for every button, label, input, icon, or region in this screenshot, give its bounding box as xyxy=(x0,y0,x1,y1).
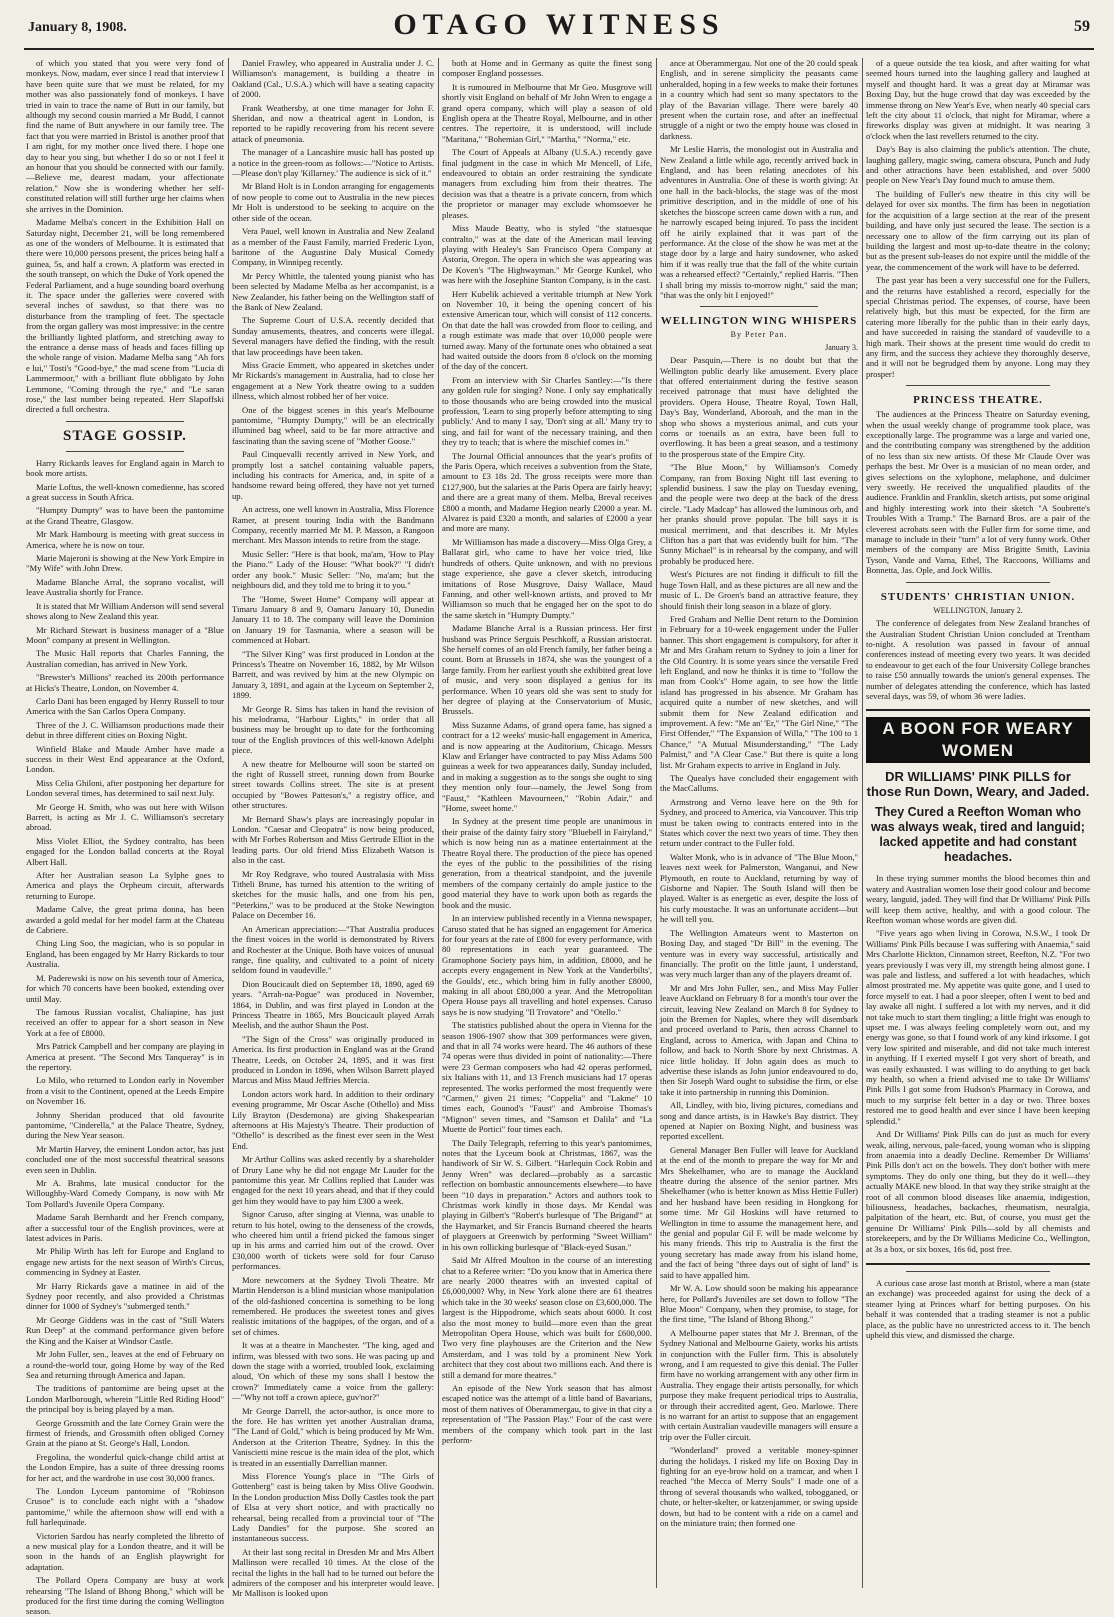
ad-lead: They Cured a Reefton Woman who was always weak, tired and languid; lacked appetite and had constant headaches. xyxy=(871,805,1085,865)
dateline: WELLINGTON, January 2. xyxy=(933,605,1023,615)
divider xyxy=(700,306,818,307)
gossip-item: Three of the J. C. Williamson productions made their debut in three different cities on Boxing Night. xyxy=(26,719,224,741)
gossip-item: Lo Milo, who returned to London early in November from a visit to the Continent, opened at the Leeds Empire on November 16. xyxy=(26,1075,224,1107)
gossip-item: Vera Pauel, well known in Australia and New Zealand as a member of the Faust Family, married Frederic Lyon, baritone of the Augustine Daly Musical Comedy Company, in Winnipeg recently. xyxy=(232,226,434,268)
gossip-item: Ching Ling Soo, the magician, who is so popular in England, has been engaged by Mr Harry Rickards to tour Australia. xyxy=(26,938,224,970)
column-rule xyxy=(438,58,439,1588)
gossip-item: Mr Leslie Harris, the monologist out in Australia and New Zealand a little while ago, recently arrived back in England, and has been relating anecdotes of his adventures in Australia. One of these is worth giving: At one hall in the back-blocks, the stage was of the most primitive description, and in the middle of one of his sketches the bioscope screen came down with a run, and he narrowly escaped being injured. To pass the incident off he airily explained that it was part of the performance. At the close of the show he was met at the stage door by a large and hairy sundowner, who asked him if it was really true that the fall of the white curtain was a rehearsed effect? "Certainly," replied Harris. "Then I shall bring my missis to-morrow night," said the man; "that was the only bit I enjoyed!" xyxy=(660,144,858,300)
gossip-item: Music Seller: "Here is that book, ma'am, 'How to Play the Piano.'" Lady of the House: "What book?" "I didn't order any book." Music Seller: "No, ma'am; but the neighbours did, and they told me to bring it to you." xyxy=(232,548,434,591)
gossip-item: "Brewster's Millions" reached its 200th performance at Hicks's Theatre, London, on November 4. xyxy=(26,672,224,693)
dateline: January 3. xyxy=(825,342,858,352)
gossip-item: Mr Bland Holt is in London arranging for engagements of now people to come out to Australia in the new pieces Mr Holt is understood to be seeking to acquire on the other side of the ocean. xyxy=(232,181,434,223)
gossip-item: Miss Gracie Emmett, who appeared in sketches under Mr Rickards's management in Australia, had to close her engagement at a New York theatre owing to a sudden illness, which almost robbed her of her voice. xyxy=(232,359,434,402)
gossip-item: Marie Majeroni is showing at the New York Empire in "My Wife" with John Drew. xyxy=(26,553,224,574)
ad-paragraph: "Five years ago when living in Corowa, N.S.W., I took Dr Williams' Pink Pills because I was suffering with Anaemia," said Mrs Charlotte Hickton, Cinnamon street, Reefton, N.Z. "For two years previously I was very ill, my strength being almost gone. I was pale and listless, and suffered a lot with headaches, which almost prostrated me. My appetite was quite gone, and I used to force myself to eat. I had a poor sleeper, often I went to bed and lay awake all night. I suffered a lot with my nerves, and it did not take much to start them tingling; a little fright was enough to upset me. I was always feeling completely worn out, and my energy was gone, so that I found work of any kind irksome. I got very low spirited and miserable, and did not take much interest in anything. If I exerted myself I got very short of breath, and was easily exhausted. I was willing to do anything to get back my health, so when a friend advised me to take Dr Williams' Pink Pills I got some from Hudson's Pharmacy in Corowa, and much to my surprise felt better in a day or two. Three boxes restored me to good health and ever since I have been keeping splendid." xyxy=(866,928,1090,1126)
article-paragraph: The building of Fuller's new theatre in this city will be delayed for over six months. The firm has been in negotiation for the acquisition of a large section at the rear of the present building, and have only just secured the lease. The section is a necessary one to allow of the firm carrying out its plan of building the largest and most up-to-date theatre in the colony; but as the present sub-leases do not expire until the middle of the year, the commencement of the work will have to be deferred. xyxy=(866,188,1090,272)
gossip-item: Mr A. Brahms, late musical conductor for the Willoughby-Ward Comedy Company, is now with Mr Tom Pollard's Juvenile Opera Company. xyxy=(26,1178,224,1209)
gossip-item: Winfield Blake and Maude Amber have made a success in their West End appearance at the Oxford, London. xyxy=(26,743,224,775)
gossip-item: The Supreme Court of U.S.A. recently decided that Sunday amusements, theatres, and concerts were illegal. Several managers have defied the finding, with the result that law proceedings have been taken. xyxy=(232,315,434,357)
article-paragraph: Mr and Mrs John Fuller, sen., and Miss May Fuller leave Auckland on February 8 for a month's tour over the circuit, leaving New Zealand on March 8 for Sydney to join the Bremen for Naples, where they will disembark and proceed overland to Paris, then across Channel to England, across to America, with Japan and China to follow, and back to North Shore by next Christmas. A nice little holiday. If John again does as much to advertise these islands as John junior endeavoured to do, then Sir Joseph Ward ought to subsidise the firm, or else take it into partnership in running this Dominion. xyxy=(660,982,858,1097)
gossip-item: "Humpty Dumpty" was to have been the pantomime at the Grand Theatre, Glasgow. xyxy=(26,505,224,526)
gossip-item: Madame Sarah Bernhardt and her French company, after a successful tour of the English provinces, were at latest advices in Paris. xyxy=(26,1212,224,1244)
gossip-item: Mr Arthur Collins was asked recently by a shareholder of Drury Lane why he did not engage Mr Lauder for the pantomime this year. Mr Collins replied that Lauder was engaged for the next 10 years ahead, and that if they could get him they would have to pay him £300 a week. xyxy=(232,1154,434,1206)
gossip-item: Madame Blanche Arral, the soprano vocalist, will leave Australia shortly for France. xyxy=(26,576,224,598)
divider xyxy=(66,451,184,452)
column-2 xyxy=(232,58,434,1599)
article-paragraph: Fred Graham and Nellie Dent return to the Dominion in February for a 10-week engagement under the Fuller banner. This short engagement is compulsory, for after it Mr and Mrs Graham return to Sydney to join a liner for the Old Country. It is some years since the versatile Fred left England, and now he thinks it is time to "follow the man from Cook's" Home again, to see how the little island has progressed in his absence. Mr Graham has acquired quite a number of new sketches, and will submit them for New Zealand edification and improvement. A few: "Me an' 'Er," "The Girl Nine," "The First Offender," "The Expansion of Willa," "The 100 to 1 Chance," "A Mutual Misunderstanding," "The Lady Palmist," and "A Clear Case." But there is quite a long list. Mr Graham expects to arrive in England in July. xyxy=(660,613,858,770)
gossip-item: A new theatre for Melbourne will soon be started on the right of Russell street, running down from Bourke street towards Collins street. The site is at present occupied by "Bowes Patteson's," a registry office, and other structures. xyxy=(232,758,434,811)
gossip-item: Mr George Darrell, the actor-author, is once more to the fore. He has written yet another Australian drama, "The Land of Gold," which is being produced by Mr Wm. Anderson at the Criterion Theatre, Sydney. In this the Vaniscietti mine rescue is the main idea of the plot, which is treated in an essentially Darrellian manner. xyxy=(232,1405,434,1468)
gossip-item: The traditions of pantomime are being upset at the London Marlborough, wherein "Little Red Riding Hood" the principal boy is being played by a man. xyxy=(26,1383,224,1415)
gossip-item: The Journal Official announces that the year's profits of the Paris Opera, which receives a subvention from the State, amount to £3 18s 2d. The gross receipts were more than £127,900, but the salaries at the Paris Opera are fairly heavy; and there are a great many of them. Melba, Breval receives £800 a month, and Madame Hegion nearly £2000 a year. M. Alvarez is paid £320 a month, and salaries of £2000 a year and more are many. xyxy=(442,450,652,534)
gossip-item: Mr George H. Smith, who was out here with Wilson Barrett, is acting as Mr J. C. Williamson's secretary abroad. xyxy=(26,801,224,833)
gossip-item: Daniel Frawley, who appeared in Australia under J. C. Williamson's management, is building a theatre in Oakland (Cal., U.S.A.) which will have a seating capacity of 2000. xyxy=(232,58,434,100)
column-1 xyxy=(26,58,224,1617)
gossip-item: Mr Richard Stewart is business manager of a "Blue Moon" company at present in Wellington. xyxy=(26,624,224,645)
gossip-item: Mr George R. Sims has taken in hand the revision of his melodrama, "Harbour Lights," in order that all business may be brought up to date for the forthcoming tour of the English provinces of this well-known Adelphi piece. xyxy=(232,703,434,756)
gossip-item: Said Mr Alfred Moulton in the course of an interesting chat to a Referee writer: "Do you know that in America there are nearly 2000 theatres with an invested capital of £6,000,000? Why, in New York alone there are 61 theatres which take in the 30 weeks' season close on £3,600,000. The largest is the Hippodrome, which seats about 6000. It cost also the most money to build—more even than the great Metropolitan Opera House, which was built for £600,000. Two very fine playhouses are the Criterion and the New Amsterdam, and I was told by a prominent New York architect that they cost about two millions each. And there is still a demand for more theatres." xyxy=(442,1255,652,1380)
gossip-item: Frank Weathersby, at one time manager for John F. Sheridan, and now a theatrical agent in London, is reported to be rapidly recovering from his recent severe attack of pneumonia. xyxy=(232,102,434,144)
gossip-item: both at Home and in Germany as quite the finest song composer England possesses. xyxy=(442,58,652,79)
gossip-item: After her Australian season La Sylphe goes to America and plays the Orpheum circuit, afterwards returning to Europe. xyxy=(26,870,224,901)
gossip-item: Mr Williamson has made a discovery—Miss Olga Grey, a Ballarat girl, who came to have her voice tried, like hundreds of others. Quite unknown, and with no previous stage experience, she gave a clever sketch, introducing imitations of Rose Musgrove, Daisy Wallace, Maud Fanning, and other well-known artists, and proved to Mr Williamson so much that he engaged her on the spot to do the same sketch in "Humpty Dumpty." xyxy=(442,536,652,620)
article-paragraph: A curious case arose last month at Bristol, where a man (state an exchange) was proceeded against for using the deck of a steamer lying at Princes wharf for betting purposes. On his behalf it was contended that a trading steamer is not a public place, as the public have no unrestricted access to it. The bench upheld this view, and dismissed the charge. xyxy=(866,1277,1090,1340)
gossip-item: Miss Suzanne Adams, of grand opera fame, has signed a contract for a 12 weeks' music-hall engagement in America, and is now appearing at the Auditorium, Chicago. Messrs Klaw and Erlanger have contracted to pay Miss Adams 500 guineas a week for two appearances daily, Sunday included, and in making a suggestion as to the songs she ought to sing they mention only four—namely, the Jewel Song from "Faust," "Kathleen Mavourneen," "Robin Adair," and "Home, sweet home." xyxy=(442,719,652,814)
divider xyxy=(906,385,1050,386)
article-paragraph: Madame Melba's concert in the Exhibition Hall on Saturday night, December 21, will be long remembered as one of the wonders of Melbourne. It is estimated that there were 10,000 persons present, the prices being half a guinea, 5s, and half a crown. A platform was erected in the south transept, on which the Duke of York opened the Federal Parliament, and a huge sounding board overhung it. The space under the galleries were covered with several inches of sawdust, so that there was no disturbance from the trampling of feet. The spectacle from the organ gallery was most impressive: in the centre the brilliantly lighted platform, and stretching away to the entrance a dense mass of heads and faces filling up the whole range of vision. Madame Melba sang "Ah fors e lui," Tosti's "Good-bye," the mad scene from "Lucia di Lammermoor," with a brilliant flute obbligato by John Lemmone, "Coming through the rye," and "Le saran rose," the last number being repeated. Herr Slapoffski directed a full orchestra. xyxy=(26,217,224,415)
gossip-item: From an interview with Sir Charles Santley:—"Is there any golden rule for singing? None. I only say emphatically to those thousands who are being crowded into the musical profession, 'Learn to sing properly before attempting to sing publicly.' And to many I say, 'Don't sing at all.' Many try to sing, and fail for want of the necessary training, and then they try to teach; that is where the mischief comes in." xyxy=(442,374,652,448)
article-paragraph: Mr W. A. Low should soon be making his appearance here, for Pollard's Juveniles are set down to follow "The Blue Moon" Company, when they promise, to stage, for the first time, "The Island of Bhong Bhong." xyxy=(660,1283,858,1325)
gossip-item: Mr George Giddens was in the cast of "Still Waters Run Deep" at the command performance given before the King and the Kaiser at Windsor Castle. xyxy=(26,1314,224,1346)
gossip-item: Marie Loftus, the well-known comedienne, has scored a great success in South Africa. xyxy=(26,481,224,503)
gossip-item: Fregolina, the wonderful quick-change child artist at the London Empire, has a suite of three dressing rooms for her act, and the wardrobe in use cost 30,000 francs. xyxy=(26,1451,224,1483)
divider xyxy=(66,421,184,422)
article-paragraph: The Quealys have concluded their engagement with the MacCallums. xyxy=(660,773,858,794)
divider xyxy=(906,582,1050,583)
newspaper-title: OTAGO WITNESS xyxy=(393,8,725,41)
article-paragraph: The conference of delegates from New Zealand branches of the Australian Student Christian Union concluded at Trentham to-night. A resolution was passed in favour of annual conferences instead of meeting every two years. It was decided to endeavour to get each of the four University College branches to raise £50 annually towards the union's general expenses. The number of delegates attending the conference, which has lasted several days, was 59, of whom 36 were ladies. xyxy=(866,618,1090,701)
gossip-item: Mr Martin Harvey, the eminent London actor, has just concluded one of the most successful theatrical seasons even seen in Dublin. xyxy=(26,1143,224,1175)
section-heading-wellington: WELLINGTON WING WHISPERS xyxy=(660,315,858,328)
advertisement-pink-pills xyxy=(866,709,1090,1265)
gossip-item: M. Paderewski is now on his seventh tour of America, for which 70 concerts have been booked, extending over until May. xyxy=(26,972,224,1004)
ad-paragraph: In these trying summer months the blood becomes thin and watery and Australian women lose their good colour and become weary, languid, jaded. They will find that Dr Williams' Pink Pills will keep them active, healthy, and with a good colour. The Reefton woman whose words are given did. xyxy=(866,873,1090,925)
gossip-item: In an interview published recently in a Vienna newspaper, Caruso stated that he has signed an engagement for America for four years at the rate of £800 for every performance, with 80 representations in each year guaranteed. The Gramophone Society pays him, in addition, £8000, and he accepts every engagement in New York at the Vanderbilts', the Goulds', etc., which bring him in fully another £8000, making in all about £80,000 a year. And the Metropolitan Opera House pays all travelling and hotel expenses. Caruso says he is now studying "Il Trovatore" and "Otello." xyxy=(442,913,652,1017)
byline: By Peter Pan. xyxy=(730,330,788,340)
article-paragraph: The audiences at the Princess Theatre on Saturday evening, when the usual weekly change of programme took place, was exceptionally large. The programme was a large and varied one, and the contributing company was strengthened by the addition of no less than six new artists. Of these Mr Claude Over was perhaps the best. Mr Over is a musician of no mean order, and gives selections on the xylophone, melaphone, and dulcimer very sweetly. He received the unqualified plaudits of the audience. Franklin and Franklin, sketch artists, put some original and highly interesting work into their sketch "A Soubrette's Troubles With a Tramp." The Barnard Bros. are a pair of the cleverest acrobats seen with the Fuller firm for some time, and manage to include in their "turn" a lot of very funny work. Other members of the company are Miss Brigitte Smith, Lavinia Tyson, Vande and Varna, Ethel, The Raccoons, Williams and Bonnetta, Jas. Ople, and Jock Willis. xyxy=(866,409,1090,576)
gossip-item: London actors work hard. In addition to their ordinary evening programme, Mr Oscar Asche (Othello) and Miss Lily Brayton (Desdemona) are giving Shakespearian afternoons at His Majesty's Theatre. Their production of "Othello" is described as the finest ever seen in the West End. xyxy=(232,1088,434,1151)
section-heading-stage-gossip: STAGE GOSSIP. xyxy=(63,427,187,444)
gossip-item: Miss Maude Beatty, who is styled "the statuesque contralto," was at the date of the American mail leaving playing with Healey's San Francisco Opera Company at Astoria, Oregon. The opera in which she was appearing was De Koven's "The Highwayman." Mr George Kunkel, who was here with the Josephine Stanton Company, is in the cast. xyxy=(442,223,652,286)
column-rule xyxy=(862,58,863,1588)
gossip-item: More newcomers at the Sydney Tivoli Theatre. Mr Martin Henderson is a blind musician whose manipulation of the old-fashioned concertina is something to be long remembered. He produces the sweetest tones and gives realistic imitations of the bagpipes, of the organ, and of a set of chimes. xyxy=(232,1274,434,1337)
article-paragraph: The past year has been a very successful one for the Fullers, and the returns have established a record, especially for the special Christmas period. The expenses, of course, have been relatively high, but this must be expected, for the firm are catering more liberally for the public than in their early days, and have succeeded in raising the standard of vaudeville to a high mark. Their shows at the present time would do credit to any firm, and the success they achieve they thoroughly deserve, and it will not be begrudged them by anyone. Long may they prosper! xyxy=(866,275,1090,379)
article-paragraph: A Melbourne paper states that Mr J. Brennan, of the Sydney National and Melbourne Gaiety, works his artists in conjunction with the Fuller firm. This is absolutely wrong, and I am requested to give this denial. The Fuller firm have no working arrangement with any other firm in Australia. They engage their artists personally, for which purpose they make frequent periodical trips to Australia, or through their accredited agent, Geo. Marlowe. There is no warrant for an artist to suppose that an engagement with certain Australian vaudeville managers will ensure a trip over the Fuller circuit. xyxy=(660,1327,858,1442)
gossip-item: The famous Russian vocalist, Chaliapine, has just received an offer to appear for a short season in New York at a fee of £8000. xyxy=(26,1006,224,1038)
gossip-item: An American appreciation:—"That Australia produces the finest voices in the world is demonstrated by Rivers and Rochester at the Unique. Both have voices of unusual range, fine quality, and cultivated to a point of nicety seldom found in vaudeville." xyxy=(232,923,434,976)
gossip-item: Mr Philip Wirth has left for Europe and England to engage new artists for the next season of Wirth's Circus, commencing in Sydney at Easter. xyxy=(26,1246,224,1278)
gossip-item: The manager of a Lancashire music hall has posted up a notice in the green-room as follows:—"Notice to Artists.—Please don't play 'Killarney.' The audience is sick of it." xyxy=(232,147,434,179)
article-paragraph: "Wonderland" proved a veritable money-spinner during the holidays. I risked my life on Boxing Day in fighting for an eye-brow hold on a tramcar, and when I reached "the Mecca of Merry Souls" I made one of a throng of several thousands who walked, tobogganed, or chute, or helter-skelter, or katzenjammer, or swing upside down, but had to be content with a ride on a camel and on the miniature train; then formed one xyxy=(660,1445,858,1529)
gossip-item: Signor Caruso, after singing at Vienna, was unable to return to his hotel, owing to the denseness of the crowds, who cheered him until a friend picked the famous singer up in his arms and carried him out of the crowd. Over £30,000 worth of tickets were sold for four Caruso performances. xyxy=(232,1209,434,1272)
gossip-item: Madame Calve, the great prima donna, has been awarded a gold medal for her model farm at the Chateau de Cabriere. xyxy=(26,904,224,936)
article-paragraph: West's Pictures are not finding it difficult to fill the huge Town Hall, and as these pictures are all new and the music of L. De Groen's band an attractive feature, they should finish their long season in a blaze of glory. xyxy=(660,569,858,611)
stage-gossip-items xyxy=(26,458,224,1617)
gossip-item: The Pollard Opera Company are busy at work rehearsing "The Island of Bhong Bhong," which will be produced for the first time during the coming Wellington season. xyxy=(26,1575,224,1617)
column-5 xyxy=(866,58,1090,1588)
gossip-item: The Daily Telegraph, referring to this year's pantomimes, notes that the Lyceum book at Christmas, 1867, was the handiwork of Sir W. S. Gilbert. "Harlequin Cock Robin and Jenny Wren" was declared—probably as a sarcastic reflection on bombastic announcements elsewhere—to have been "10 days in preparation." Actors and authors took to Christmas work kindly in those days. Mr Kendal was playing in Gilbert's "Robert's burlesque of 'The Brigand'" at the Haymarket, and Sir Francis Burnand cheered the hearts of playgoers at Greenwich by performing "Sweet William" in his own rollicking burlesque of "Black-eyed Susan." xyxy=(442,1137,652,1252)
gossip-item: At their last song recital in Dresden Mr and Mrs Albert Mallinson were recalled 10 times. At the close of the recital the lights in the hall had to be turned out before the admirers of the composer and his interpreter would leave. Mr Mallison is looked upon xyxy=(232,1546,434,1599)
column-4 xyxy=(660,58,858,1588)
article-paragraph: of a queue outside the tea kiosk, and after waiting for what seemed hours turned into the laughing gallery and laughed at myself and thought hard. It was a great day at Miramar was Boxing Day, but the huge crowd that day was exceeded by the immense throng on New Year's Eve, when nearly 40 special cars left the city about 11 o'clock, that night for Miramar, where a fireworks display was given at midnight. It was nearing 3 o'clock when the last revellers returned to the city. xyxy=(866,58,1090,141)
gossip-item: Mr Percy Whittle, the talented young pianist who has been selected by Madame Melba as her accompanist, is a New Zealander, his father being on the Wellington staff of the Bank of New Zealand. xyxy=(232,270,434,312)
ad-headline: A BOON FOR WEARY WOMEN xyxy=(866,717,1090,763)
masthead xyxy=(24,8,1094,50)
divider xyxy=(906,1271,1050,1272)
gossip-item: "The Sign of the Cross" was originally produced in America. Its first production in England was at the Grand Theatre, Leeds, on October 24, 1895, and it was first produced in London in 1896, when Wilson Barrett played Marcus and Miss Maud Jeffries Mercia. xyxy=(232,1033,434,1086)
gossip-item: The "Home, Sweet Home" Company will appear at Timaru January 8 and 9, Oamaru January 10, Dunedin January 11 to 18. The company will leave the Dominion on January 19 for Tasmania, where a season will be commenced at Hobart. xyxy=(232,593,434,646)
gossip-item: In Sydney at the present time people are unanimous in their praise of the dainty fairy story "Bluebell in Fairyland," which is now being run as a matinee entertainment at the Theatre Royal there. The production of the piece has opened the eyes of the public to the possibilities of the rising generation, from a theatrical standpoint, and the juvenile members of the company certainly do ample justice to the good material they have to work upon both as regards the book and the music. xyxy=(442,816,652,910)
gossip-item: Mr Harry Rickards gave a matinee in aid of the Sydney poor recently, and also provided a Christmas dinner for 1000 of Sydney's "submerged tenth." xyxy=(26,1280,224,1312)
gossip-item: An actress, one well known in Australia, Miss Florence Ramer, at present touring India with the Bandmann Company, recently married Mr M. P. Masson, a Rangoon merchant. Mrs Masson intends to retire from the stage. xyxy=(232,504,434,546)
section-heading-princess-theatre: PRINCESS THEATRE. xyxy=(913,394,1043,407)
gossip-item: George Grossmith and the late Corney Grain were the firmest of friends, and Grossmith often obliged Corney Grain at the piano at St. George's Hall, London. xyxy=(26,1417,224,1449)
gossip-item: Mrs Patrick Campbell and her company are playing in America at present. "The Second Mrs Tanqueray" is in the repertory. xyxy=(26,1041,224,1072)
article-paragraph: Day's Bay is also claiming the public's attention. The chute, laughing gallery, magic swing, camera obscura, Punch and Judy and other attractions have been established, and over 5000 people on New Year's Day found much to amuse them. xyxy=(866,144,1090,186)
article-paragraph: Dear Pasquin,—There is no doubt but that the Wellington public dearly like amusement. Every place that offered entertainment during the festive season received patronage that must have delighted the providers. Opera House, Theatre Royal, Town Hall, Day's Bay, Wonderland, Aboroah, and the man in the shop who shows a mysterious animal, and cuts your corns or toenails as an extra, have been full to overflowing. It has been a great season, and a testimony to the prosperous state of the Empire City. xyxy=(660,355,858,459)
gossip-item: The statistics published about the opera in Vienna for the season 1906-1907 show that 309 performances were given, and that in all 74 works were heard. The 46 authors of these 74 operas were thus divided in point of nationality:—There were 23 German composers who had 42 operas performed, six Italians with 11, and 13 French musicians had 17 operas represented. The works performed the most frequently were "Carmen," given 21 times; "Coppelia" and "Lakme" 10 times each, Gounod's "Faust" and Ambroise Thomas's "Mignon" seven times, and "Samson et Dalila" and "La Muette de Portici" four times each. xyxy=(442,1020,652,1135)
gossip-item: Miss Violet Elliot, the Sydney contralto, has been engaged for the London ballad concerts at the Royal Albert Hall. xyxy=(26,835,224,867)
gossip-item: Victorien Sardou has nearly completed the libretto of a new musical play for a London theatre, and it will be soon in the hands of an English playwright for adaptation. xyxy=(26,1530,224,1572)
article-paragraph: The Wellington Amateurs went to Masterton on Boxing Day, and staged "Dr Bill" in the evening. The venture was in every way successful, artistically and financially. The profit on the little jaunt, I understand, was very much larger than any of the players dreamt of. xyxy=(660,927,858,980)
gossip-item: Dion Boucicault died on September 18, 1890, aged 69 years. "Arrah-na-Pogue" was produced in November, 1864, in Dublin, and was first played in London at the Princess Theatre in 1865, Mrs Boucicault played Arrah Meelish, and the author Shaun the Post. xyxy=(232,978,434,1031)
gossip-item: It is rumoured in Melbourne that Mr Geo. Musgrove will shortly visit England on behalf of Mr John Wren to engage a grand opera company, which will play a season of old English opera at the Theatre Royal, Melbourne, and in other centres. The repertoire, it is understood, will include "Maritana," "Bohemian Girl," "Martha," "Norma," etc. xyxy=(442,81,652,144)
gossip-item: Miss Florence Young's place in "The Girls of Gottenberg" cast is being taken by Miss Olive Goodwin. In the London production Miss Dolly Castles took the part of Elsa at very short notice, and with practically no rehearsal, being recalled from a provincial tour of "The Lady Dandies" for the purpose. She scored an instantaneous success. xyxy=(232,1471,434,1544)
gossip-item: Mr Bernard Shaw's plays are increasingly popular in London. "Caesar and Cleopatra" is now being produced, with Mr Forbes Robertson and Miss Gertrude Elliot in the leading parts. Our old friend Miss Elizabeth Watson is also in the cast. xyxy=(232,813,434,866)
article-paragraph: of which you stated that you were very fond of monkeys. Now, madam, ever since I read that interview I have been quite sure that we must be related, for my mother was also passionately fond of monkeys. I have tried in vain to trace the name of Butt in our family, but although my second cousin married a Mr Budd, I cannot find the name of Butt anywhere in our family tree. The fact that you were married in Bristol is another proof that I am right, for my mother once lived there. I hope one day to hear you sing, but whether I do so or not I feel it an honour that you should be connected with our family.—Believe me, dearest madam, your affectionate relation." Now she is wondering whether her self-constituted relation will still further urge her claims when she arrives in the Dominion. xyxy=(26,58,224,214)
article-paragraph: Walter Monk, who is in advance of "The Blue Moon," leaves next week for Palmerston, Wanganui, and New Plymouth, en route to Auckland, returning by way of Gisborne and Napier. The South Island will then be played. Walter is as energetic as ever, despite the loss of his curly moustache. It was an unfortunate accident—but he will tell you. xyxy=(660,851,858,925)
gossip-item: One of the biggest scenes in this year's Melbourne pantomime, "Humpty Dumpty," will be an electrically illumined bag wheel, said to be far more attractive and fascinating than the saving scene of "Mother Goose." xyxy=(232,404,434,446)
article-paragraph: All, Lindley, with bio, living pictures, comedians and song and dance artists, is in Hawke's Bay district. They opened at Napier on Boxing Night, and business was reported excellent. xyxy=(660,1100,858,1142)
ad-subheading: DR WILLIAMS' PINK PILLS for those Run Down, Weary, and Jaded. xyxy=(866,769,1090,800)
gossip-item: The London Lyceum pantomime of "Robinson Crusoe" is to conclude each night with a "shadow pantomime," while the afternoon show will end with a full harlequinade. xyxy=(26,1485,224,1528)
gossip-item: The Court of Appeals at Albany (U.S.A.) recently gave final judgment in the case in which Mr Mencell, of Life, endeavoured to obtain an order restraining the syndicate managers from excluding him from their theatres. The decision was that a theatre is a private concern, from which the proprietor or manager may exclude whomsoever he pleases. xyxy=(442,147,652,220)
gossip-item: ance at Oberammergau. Not one of the 20 could speak English, and in serene simplicity the peasants came unheralded, hoping in a few weeks to make their fortunes in a country which had sent so many spectators to the play of the Bavarian village. There were barely 40 present when the curtain rose, and after an ineffectual struggle of a night or two the empty house was closed in darkness. xyxy=(660,58,858,141)
ad-paragraph: And Dr Williams' Pink Pills can do just as much for every weak, ailing, nervous, pale-faced, young woman who is slipping from anaemia into a deadly Decline. Remember Dr Williams' Pink Pills don't act on the bowels. They don't bother with mere symptoms. They do only one thing, but they do it well—they actually MAKE new blood. In that way they strike straight at the root of all common blood diseases like anaemia, indigestion, biliousness, headaches, backaches, rheumatism, neuralgia, palpitation of the heart, etc. But, of course, you must get the genuine Dr Williams' Pink Pills—sold by all chemists and storekeepers, and by the Dr Williams Medicine Co., Wellington, at 3s a box, or six boxes, 16s 6d, post free. xyxy=(866,1129,1090,1254)
issue-date: January 8, 1908. xyxy=(28,20,127,35)
gossip-item: "The Silver King" was first produced in London at the Princess's Theatre on November 16, 1882, by Mr Wilson Barrett, and was revived by him at the new Olympic on January 3, 1891, and again at the Lyceum on September 2, 1899. xyxy=(232,648,434,701)
gossip-item: Carlo Dani has been engaged by Henry Russell to tour America with the San Carlos Opera Company. xyxy=(26,695,224,717)
gossip-item: Paul Cinquevalli recently arrived in New York, and promptly lost a satchel containing valuable papers, including his contracts for America, and, in spite of a handsome reward being offered, they have not yet turned up. xyxy=(232,449,434,501)
gossip-item: Herr Kubelik achieved a veritable triumph at New York on November 10, it being the opening concert of his extensive American tour, which will consist of 112 concerts. On that date the hall was crowded from floor to ceiling, and a rough estimate was made that over 10,000 people were turned away. Many of the fortunate ones who obtained a seat had waited outside the doors from 8 o'clock on the morning of the day of the concert. xyxy=(442,288,652,372)
gossip-item: Mr John Fuller, sen., leaves at the end of February on a round-the-world tour, going Home by way of the Red Sea and returning through America and Japan. xyxy=(26,1349,224,1380)
article-paragraph: Armstrong and Verno leave here on the 9th for Sydney, and proceed to America, via Vancouver. This trip must be taken owing to contracts entered into in the States which cover the next two years of time. They then return under contract to the Fuller fold. xyxy=(660,796,858,849)
section-heading-christian-union: STUDENTS' CHRISTIAN UNION. xyxy=(880,590,1076,603)
gossip-item: An episode of the New York season that has almost escaped notice was the attempt of a little band of Bavarians, most of them natives of Oberammergau, to give in that city a representation of "The Passion Play." Four of the cast were members of the company which took part in the last perform- xyxy=(442,1382,652,1445)
article-paragraph: General Manager Ben Fuller will leave for Auckland at the end of the month to prepare the way for Mr and Mrs Shekelhamer, who are to manage the Auckland theatre during the absence of the senior partner. Mrs Shekelhamer (who is better known as Miss Hettie Fuller) and her husband have been residing in Hongkong for some time. Mr Gil Hoskins will have returned to Wellington in time to assume the management here, and the genial and popular Gil F. will be made welcome by his many friends. This trip to Australia is the first the young secretary has made away from his island home, and the fact of being "three days out of sight of land" is said to have appalled him. xyxy=(660,1144,858,1280)
gossip-item: It is stated that Mr William Anderson will send several shows along to New Zealand this year. xyxy=(26,600,224,622)
gossip-item: Harry Rickards leaves for England again in March to book more artists. xyxy=(26,457,224,479)
column-rule xyxy=(228,58,229,1588)
gossip-item: Miss Celia Ghiloni, after postponing her departure for London several times, has determined to sail next July. xyxy=(26,777,224,799)
page-number: 59 xyxy=(1074,18,1090,35)
article-paragraph: "The Blue Moon," by Williamson's Comedy Company, ran from Boxing Night till last evening to splendid business. I saw the play on Tuesday evening, and the people were two deep at the back of the dress circle. "Lady Madcap" has allowed the luminous orb, and her pranks should prove popular. The bill says it is musical merriment, and that describes it. Mr Myles Clifton has a part that was evidently built for him. "The Sunny Michael" is in rehearsal by the company, and will probably be produced here. xyxy=(660,462,858,566)
gossip-item: It was at a theatre in Manchester. "The king, aged and infirm, was blessed with two sons. He was pacing up and down the stage with a worried, troubled look, exclaiming aloud, 'On which of these my sons shall I bestow the crown?' Immediately came a voice from the gallery:—"Why not toff a crown apiece, guv'nor?" xyxy=(232,1340,434,1403)
gossip-item: Mr Mark Hambourg is meeting with great success in America, where he is now on tour. xyxy=(26,529,224,550)
column-rule xyxy=(656,58,657,1588)
gossip-item: The Music Hall reports that Charles Fanning, the Australian comedian, has arrived in New York. xyxy=(26,648,224,669)
column-3 xyxy=(442,58,652,1588)
gossip-item: Mr Roy Redgrave, who toured Australasia with Miss Titheli Brune, has turned his attention to the writing of sketches for the music halls, and one from his pen, "Peterkins," was to be produced at the Stoke Newington Palace on December 16. xyxy=(232,868,434,921)
gossip-item: Johnny Sheridan produced that old favourite pantomime, "Cinderella," at the Palace Theatre, Sydney, during the New Year season. xyxy=(26,1109,224,1141)
gossip-item: Madame Blanche Arral is a Russian princess. Her first husband was Prince Serguis Peschkoff, a Russian aristocrat. She herself comes of an old French family, her father being a count. Born at Brussels in 1874, she was the youngest of a large family. From her earliest youth she exhibited great love of music, and very soon displayed a genius for its performance. When 10 years old she was sent to study for her degree of playing at the Conservatorium of Music, Brussels. xyxy=(442,623,652,717)
